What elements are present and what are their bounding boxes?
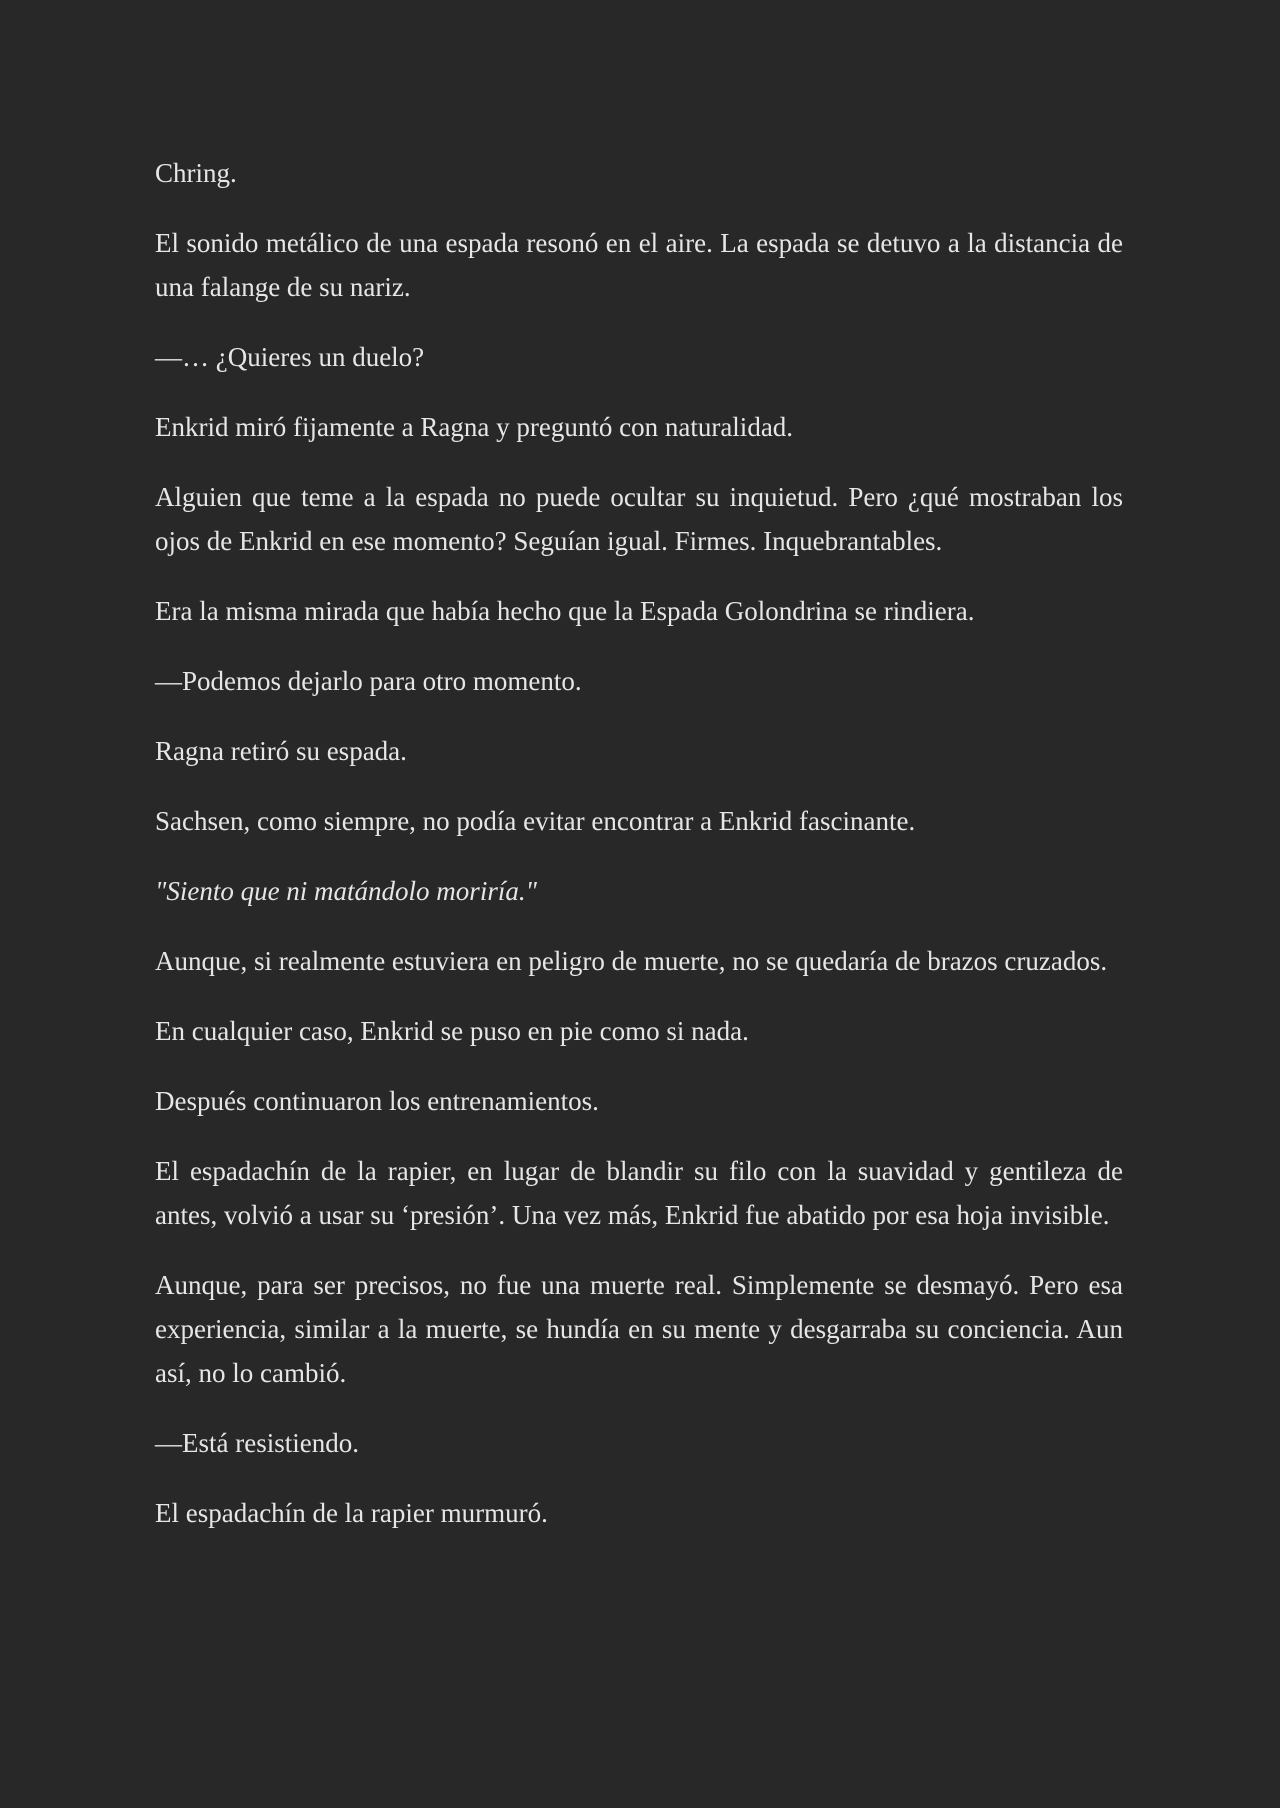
paragraph: —Está resistiendo. bbox=[155, 1428, 359, 1458]
paragraph: El espadachín de la rapier, en lugar de blandir su filo con la suavidad y gentileza de antes, volvió a usar su ‘presión’. Una vez más, Enkrid fue abatido por esa hoja invisible. bbox=[155, 1156, 1123, 1230]
paragraph: En cualquier caso, Enkrid se puso en pie como si nada. bbox=[155, 1016, 749, 1046]
paragraph: Ragna retiró su espada. bbox=[155, 736, 407, 766]
paragraph: Después continuaron los entrenamientos. bbox=[155, 1086, 599, 1116]
paragraph: Aunque, si realmente estuviera en peligro de muerte, no se quedaría de brazos cruzados. bbox=[155, 946, 1108, 976]
paragraph: El sonido metálico de una espada resonó en el aire. La espada se detuvo a la distancia de una falange de su nariz. bbox=[155, 228, 1123, 302]
paragraph: El espadachín de la rapier murmuró. bbox=[155, 1498, 548, 1528]
paragraph: Era la misma mirada que había hecho que la Espada Golondrina se rindiera. bbox=[155, 596, 975, 626]
paragraph-italic-thought: "Siento que ni matándolo moriría." bbox=[155, 876, 537, 906]
paragraph: Chring. bbox=[155, 158, 237, 188]
paragraph: Alguien que teme a la espada no puede ocultar su inquietud. Pero ¿qué mostraban los ojos de Enkrid en ese momento? Seguían igual. Firmes. Inquebrantables. bbox=[155, 482, 1123, 556]
paragraph: Aunque, para ser precisos, no fue una muerte real. Simplemente se desmayó. Pero esa experiencia, similar a la muerte, se hundía en su mente y desgarraba su conciencia. Aun así, no lo cambió. bbox=[155, 1270, 1123, 1388]
paragraph: Sachsen, como siempre, no podía evitar encontrar a Enkrid fascinante. bbox=[155, 806, 916, 836]
paragraph: Enkrid miró fijamente a Ragna y preguntó con naturalidad. bbox=[155, 412, 794, 442]
reading-pane bbox=[155, 151, 1123, 1561]
paragraph: —… ¿Quieres un duelo? bbox=[155, 342, 425, 372]
paragraph: —Podemos dejarlo para otro momento. bbox=[155, 666, 582, 696]
